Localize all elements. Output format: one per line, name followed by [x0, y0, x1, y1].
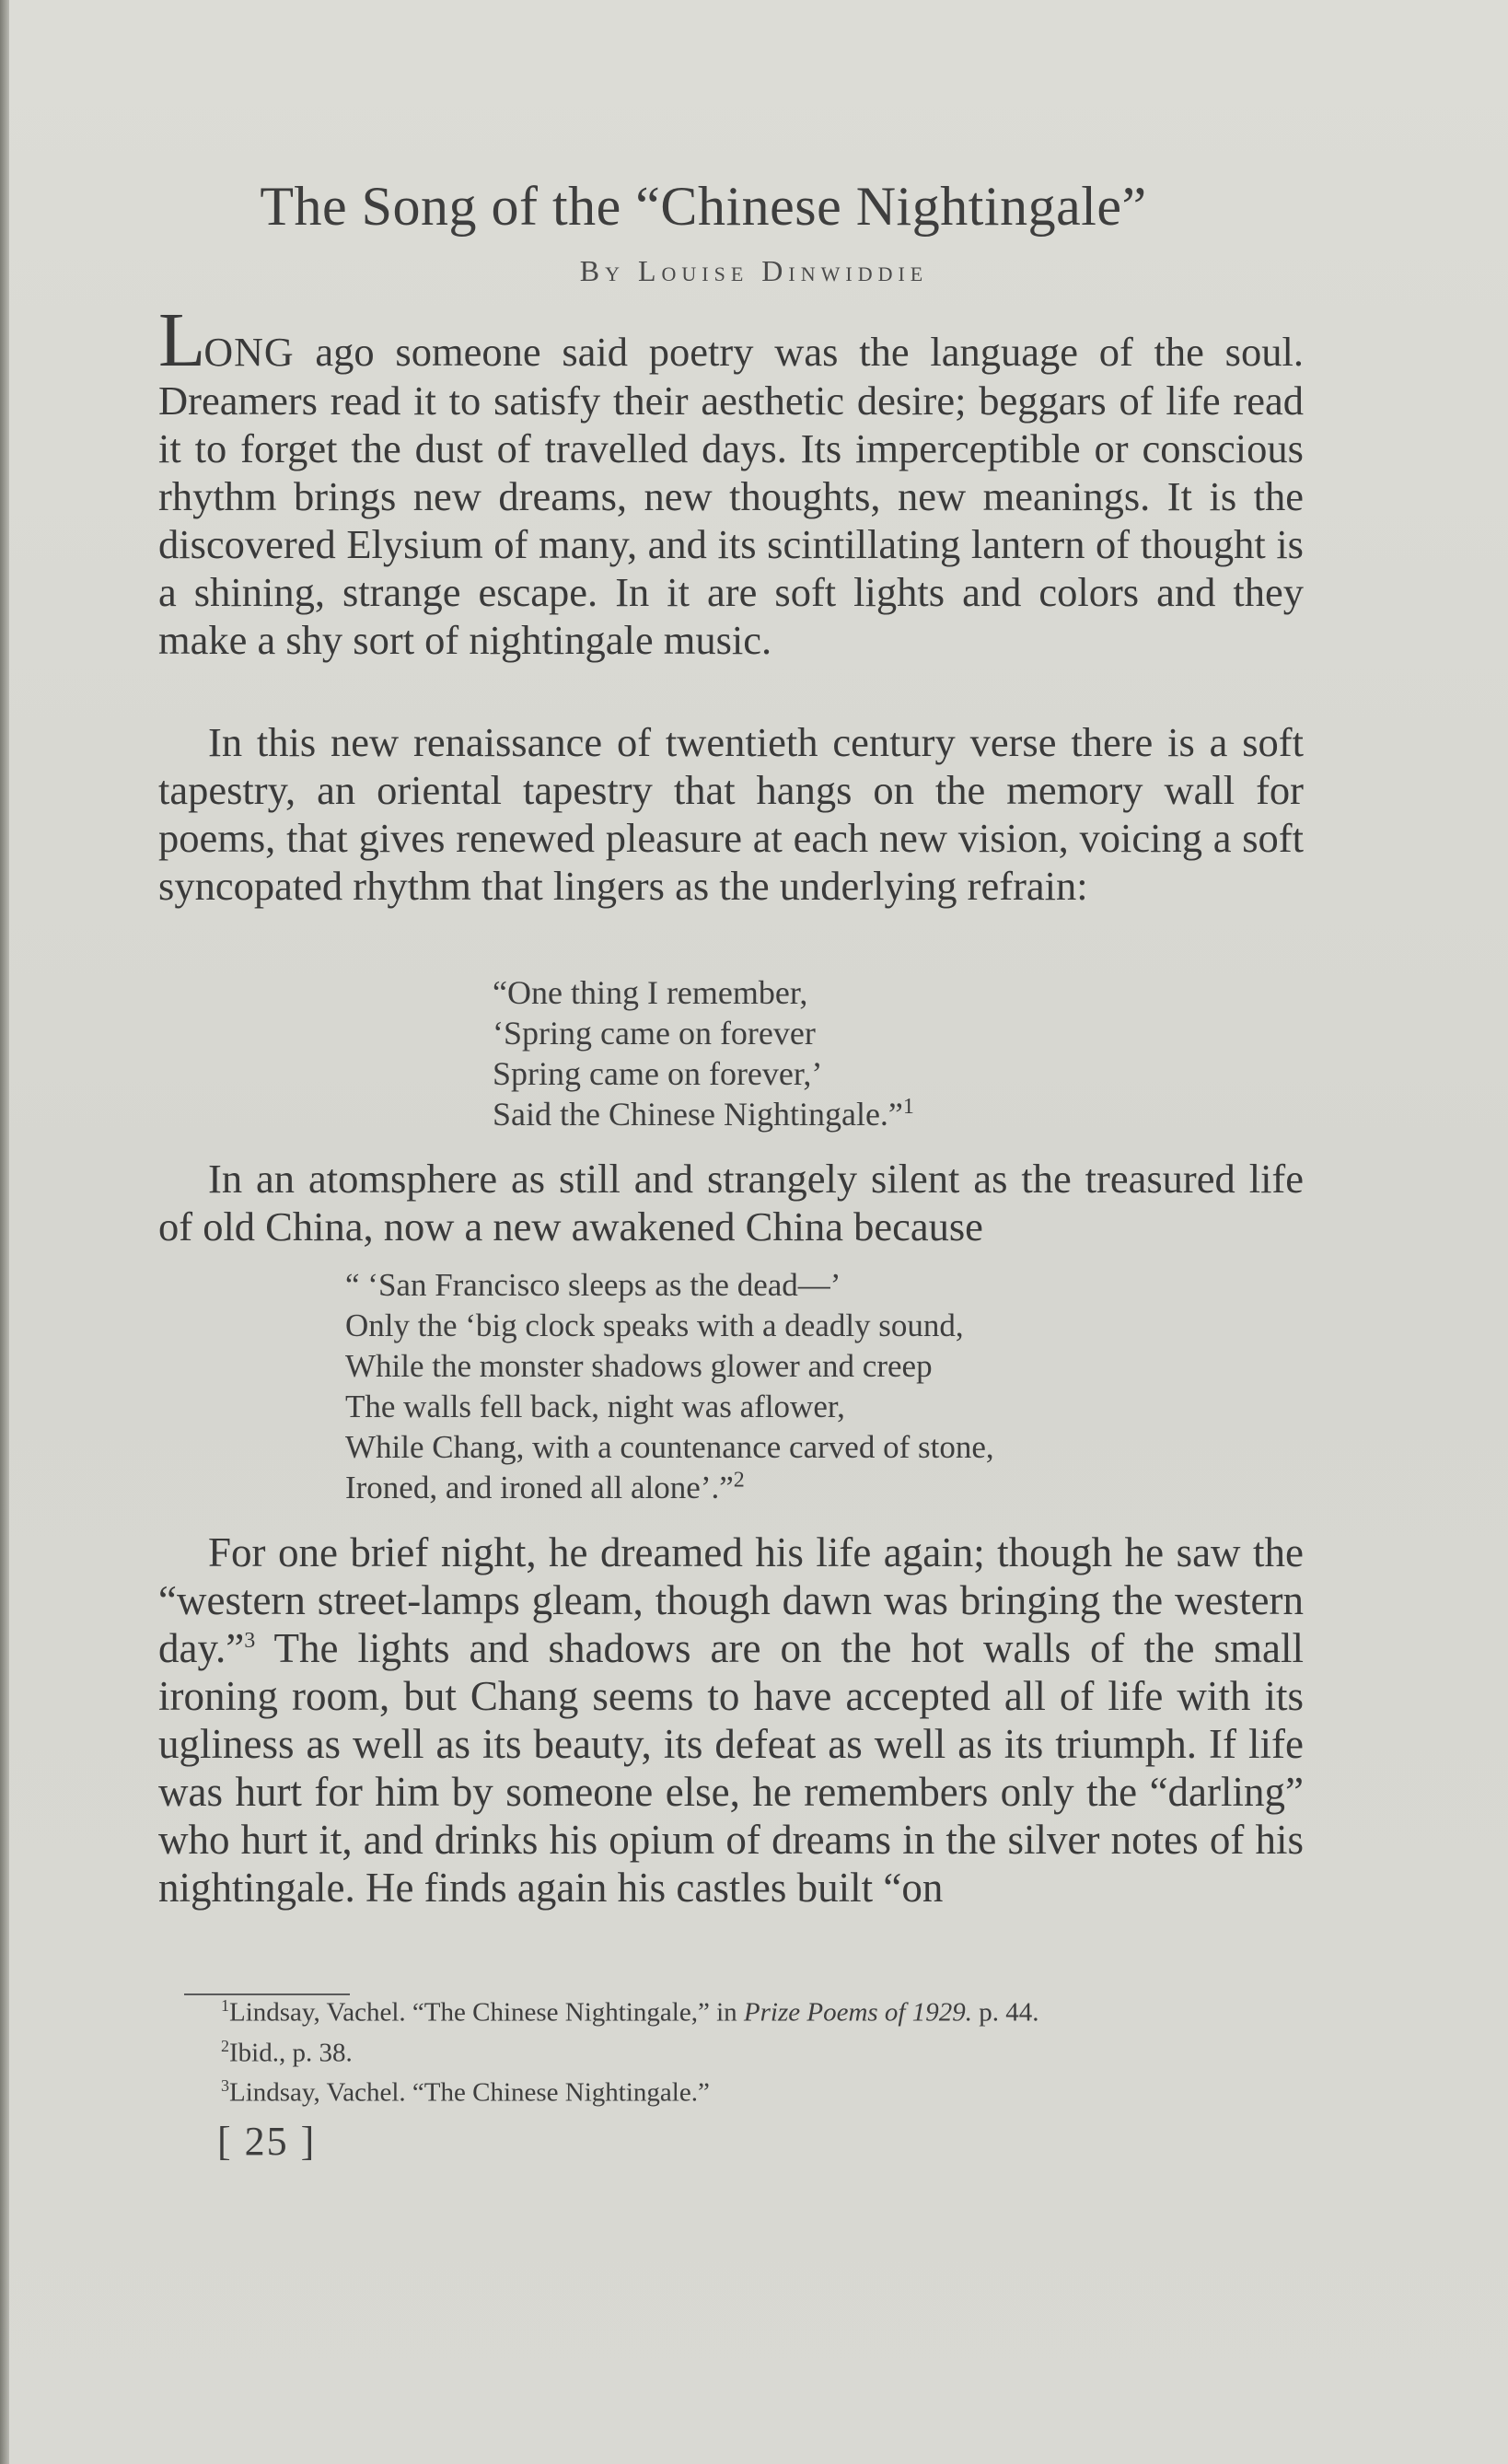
footnote-2	[221, 2029, 1039, 2070]
footnote-tail: p. 44.	[972, 1997, 1039, 2028]
poem-line: “One thing I remember,	[493, 974, 808, 1011]
paragraph-3: In an atomsphere as still and strangely silent as the treasured life of old China, now a new awakened China because	[158, 1156, 1304, 1249]
poem-line: Spring came on forever,’	[493, 1055, 823, 1092]
poem-excerpt-2	[345, 1265, 994, 1508]
paragraph-4-text-cont: The lights and shadows are on the hot walls of the small ironing room, but Chang seems to have accepted all of life with its ugliness as well as its beauty, its defeat as well as its triumph. If life was hurt for him by someone else, he remembers only the “darling” who hurt it, and drinks his opium of dreams in the silver notes of his nightingale. He finds again his castles built “on	[158, 1625, 1304, 1911]
opening-word: ONG	[203, 330, 295, 375]
footnote-3	[221, 2069, 1039, 2110]
poem-line	[493, 1094, 914, 1134]
footnote-number: 2	[221, 2036, 229, 2055]
paragraph-4-text: For one brief night, he dreamed his life again; though he saw the “western street-lamps gleam, though dawn was bringing the western day.”	[158, 1529, 1304, 1671]
poem-line: While Chang, with a countenance carved of stone,	[345, 1429, 994, 1465]
footnote-number: 1	[221, 1996, 229, 2015]
footnote-ref: 3	[244, 1629, 256, 1653]
footnote-text: Lindsay, Vachel. “The Chinese Nightingale,” in	[229, 1997, 744, 2028]
footnote-text: Ibid., p. 38.	[229, 2038, 353, 2068]
poem-line-text: Said the Chinese Nightingale.”	[493, 1096, 903, 1133]
poem-line	[345, 1468, 994, 1508]
drop-cap: L	[158, 297, 204, 383]
poem-line: The walls fell back, night was aflower,	[345, 1389, 845, 1424]
article-title: The Song of the “Chinese Nightingale”	[260, 176, 1147, 237]
paragraph-1	[158, 297, 1304, 664]
footnotes	[221, 1989, 1039, 2110]
poem-line: “ ‘San Francisco sleeps as the dead—’	[345, 1267, 841, 1303]
footnote-1	[221, 1989, 1039, 2029]
poem-line: Only the ‘big clock speaks with a deadly sound,	[345, 1308, 964, 1343]
paragraph-2: In this new renaissance of twentieth century verse there is a soft tapestry, an oriental tapestry that hangs on the memory wall for poems, that gives renewed pleasure at each new vision, voicing a soft syncopated rhythm that lingers as the underlying refrain:	[158, 719, 1304, 909]
author-byline: By Louise Dinwiddie	[579, 254, 929, 287]
poem-line: ‘Spring came on forever	[493, 1015, 816, 1052]
poem-line: While the monster shadows glower and creep	[345, 1348, 933, 1384]
footnote-ref: 2	[733, 1468, 745, 1493]
page-number: [ 25 ]	[217, 2119, 317, 2164]
paragraph-4	[158, 1528, 1304, 1912]
footnote-italic-title: Prize Poems of 1929.	[743, 1997, 972, 2028]
footnote-number: 3	[221, 2076, 229, 2096]
book-spine-edge	[0, 0, 9, 2464]
footnote-ref: 1	[902, 1095, 914, 1119]
poem-excerpt-1	[493, 972, 914, 1134]
footnote-text: Lindsay, Vachel. “The Chinese Nightingale.”	[229, 2077, 710, 2108]
poem-line-text: Ironed, and ironed all alone’.”	[345, 1470, 734, 1505]
paragraph-1-text: ago someone said poetry was the language of the soul. Dreamers read it to satisfy their aesthetic desire; beggars of life read it to forget the dust of travelled days. Its imperceptible or conscious rhythm brings new dreams, new thoughts, new meanings. It is the discovered Elysium of many, and its scintillating lantern of thought is a shining, strange escape. In it are soft lights and colors and they make a shy sort of nightingale music.	[158, 329, 1304, 663]
